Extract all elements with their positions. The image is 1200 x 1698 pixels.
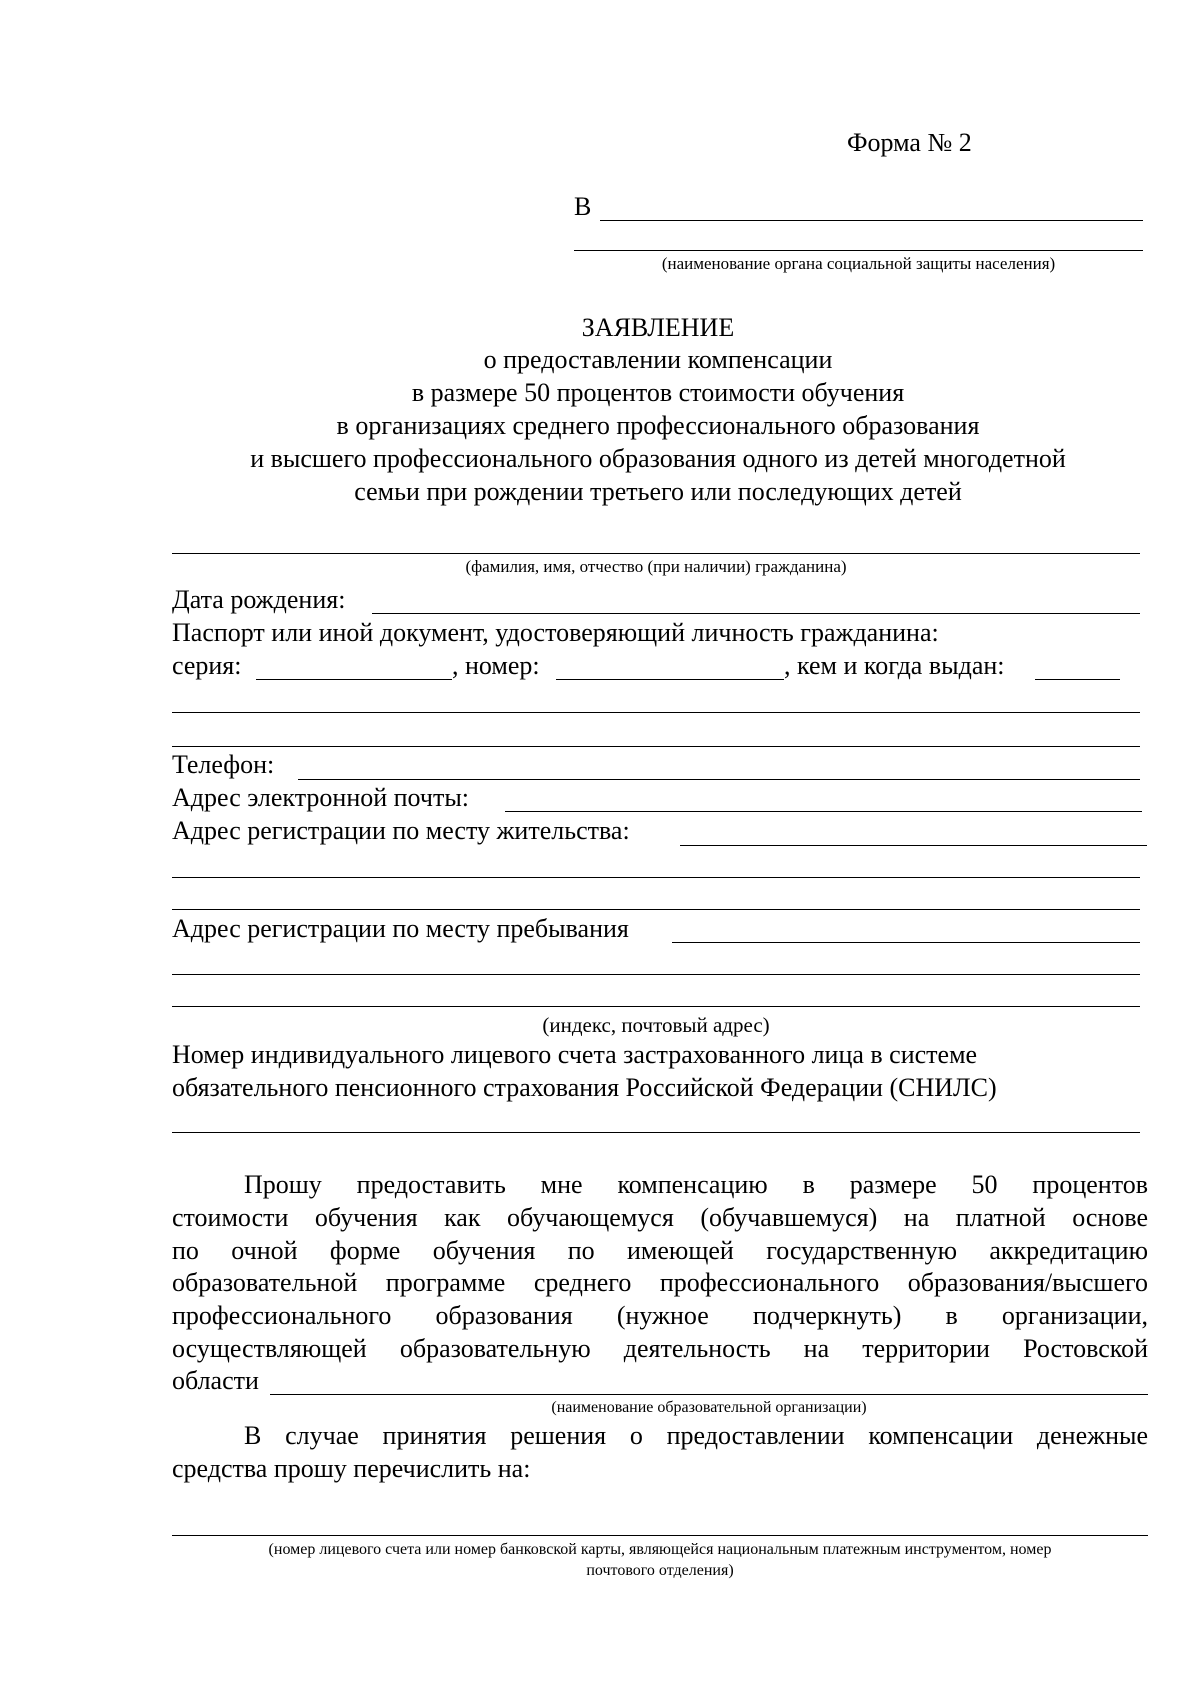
payment-line-2: средства прошу перечислить на:: [172, 1454, 531, 1483]
organization-caption: (наименование образовательной организации): [551, 1399, 867, 1416]
residence-address-label: Адрес регистрации по месту жительства:: [172, 816, 630, 845]
title-line-4: и высшего профессионального образования одного из детей многодетной: [250, 444, 1066, 473]
title-line-3: в организациях среднего профессионального образования: [336, 411, 980, 440]
stay-address-label: Адрес регистрации по месту пребывания: [172, 914, 629, 943]
passport-label: Паспорт или иной документ, удостоверяющий личность гражданина:: [172, 618, 939, 647]
residence-address-field[interactable]: [680, 845, 1147, 846]
payment-line-1: В случае принятия решения о предоставлении компенсации денежные: [244, 1421, 1148, 1450]
title-line-1: о предоставлении компенсации: [483, 345, 833, 374]
title-line-5: семьи при рождении третьего или последующих детей: [354, 477, 962, 506]
email-label: Адрес электронной почты:: [172, 783, 470, 812]
document-title: ЗАЯВЛЕНИЕ: [581, 313, 735, 342]
passport-number-field[interactable]: [556, 679, 784, 680]
phone-label: Телефон:: [172, 750, 275, 779]
addressee-prefix: В: [574, 192, 592, 221]
title-line-2: в размере 50 процентов стоимости обучения: [411, 378, 905, 407]
addressee-field-line-1[interactable]: [600, 220, 1143, 221]
request-line-4: образовательной программе среднего профессионального образования/высшего: [172, 1268, 1148, 1297]
snils-field[interactable]: [172, 1132, 1140, 1133]
birth-date-label: Дата рождения:: [172, 585, 346, 614]
account-caption-line-1: (номер лицевого счета или номер банковской карты, являющейся национальным платежным инструментом, номер: [268, 1541, 1052, 1558]
email-field[interactable]: [505, 811, 1142, 812]
passport-series-field[interactable]: [256, 679, 452, 680]
snils-label-line-2: обязательного пенсионного страхования Российской Федерации (СНИЛС): [172, 1073, 997, 1102]
birth-date-field[interactable]: [372, 613, 1140, 614]
organization-name-field[interactable]: [270, 1394, 1148, 1395]
residence-address-field-line-3[interactable]: [172, 909, 1140, 910]
series-label: серия:: [172, 651, 242, 680]
full-name-field[interactable]: [172, 553, 1140, 554]
issued-by-label: , кем и когда выдан:: [784, 651, 1005, 680]
full-name-caption: (фамилия, имя, отчество (при наличии) гражданина): [465, 557, 847, 576]
request-line-6: осуществляющей образовательную деятельность на территории Ростовской: [172, 1334, 1148, 1363]
issued-by-field-line-3[interactable]: [172, 746, 1140, 747]
request-line-5: профессионального образования (нужное подчеркнуть) в организации,: [172, 1301, 1148, 1330]
stay-address-field-line-3[interactable]: [172, 1006, 1140, 1007]
issued-by-field[interactable]: [1035, 679, 1120, 680]
account-caption-line-2: почтового отделения): [586, 1562, 734, 1579]
request-line-1: Прошу предоставить мне компенсацию в размере 50 процентов: [244, 1170, 1148, 1199]
addressee-field-line-2[interactable]: [574, 250, 1143, 251]
addressee-caption: (наименование органа социальной защиты населения): [661, 254, 1056, 273]
phone-field[interactable]: [298, 779, 1140, 780]
issued-by-field-line-2[interactable]: [172, 712, 1140, 713]
number-label: , номер:: [452, 651, 540, 680]
stay-address-field-line-2[interactable]: [172, 974, 1140, 975]
request-line-3: по очной форме обучения по имеющей государственную аккредитацию: [172, 1236, 1148, 1265]
account-number-field[interactable]: [172, 1535, 1148, 1536]
request-last-word: области: [172, 1366, 259, 1395]
residence-address-field-line-2[interactable]: [172, 877, 1140, 878]
stay-address-field[interactable]: [672, 942, 1140, 943]
snils-label-line-1: Номер индивидуального лицевого счета застрахованного лица в системе: [172, 1040, 978, 1069]
request-line-2: стоимости обучения как обучающемуся (обучавшемуся) на платной основе: [172, 1203, 1148, 1232]
form-number: Форма № 2: [847, 128, 972, 157]
address-caption: (индекс, почтовый адрес): [542, 1013, 770, 1037]
